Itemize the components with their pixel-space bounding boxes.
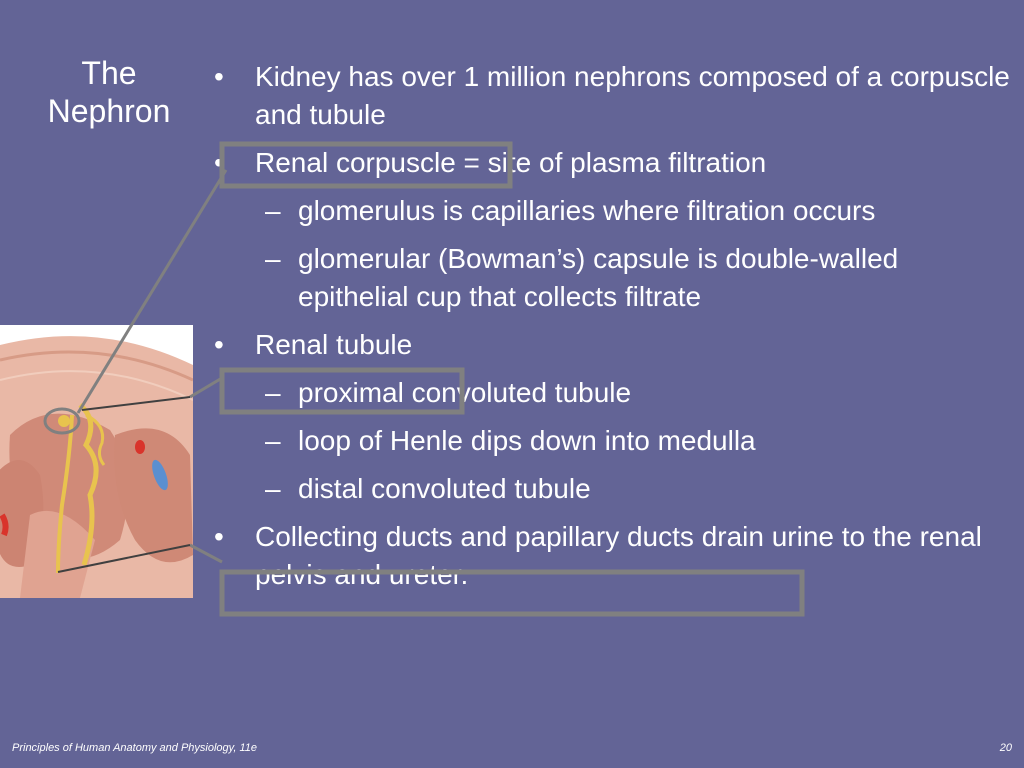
bullet-list [210, 58, 1010, 604]
bullet-renal-corpuscle: • Renal corpuscle = site of plasma filtration [210, 144, 1010, 182]
sub-bullet-text: glomerulus is capillaries where filtration occurs [298, 195, 876, 226]
sub-bullet-capsule [210, 240, 1010, 316]
footer-text: Principles of Human Anatomy and Physiology, 11e [12, 742, 257, 754]
dash-marker: – [265, 473, 281, 504]
dash-marker: – [265, 377, 281, 408]
dash-marker: – [265, 195, 281, 226]
bullet-renal-tubule: • Renal tubule [210, 326, 1010, 364]
sub-bullet-glomerulus [210, 192, 1010, 230]
slide-title [14, 54, 204, 130]
sub-bullet-distal [210, 470, 1010, 508]
sub-bullet-text: distal convoluted tubule [298, 473, 591, 504]
sub-bullet-text: glomerular (Bowman’s) capsule is double-walled epithelial cup that collects filtrate [298, 243, 899, 312]
sub-bullet-proximal [210, 374, 1010, 412]
sub-bullet-text: loop of Henle dips down into medulla [298, 425, 756, 456]
kidney-illustration [0, 325, 193, 598]
page-number: 20 [999, 742, 1012, 754]
bullet-collecting-ducts: • Collecting ducts and papillary ducts drain urine to the renal pelvis and ureter. [210, 518, 1010, 594]
dash-marker: – [265, 425, 281, 456]
title-line-2: Nephron [47, 93, 171, 129]
sub-bullet-loop-of-henle [210, 422, 1010, 460]
sub-bullet-text: proximal convoluted tubule [298, 377, 632, 408]
bullet-nephron-count: • Kidney has over 1 million nephrons composed of a corpuscle and tubule [210, 58, 1010, 134]
title-line-1: The [81, 55, 137, 91]
dash-marker: – [265, 243, 281, 274]
